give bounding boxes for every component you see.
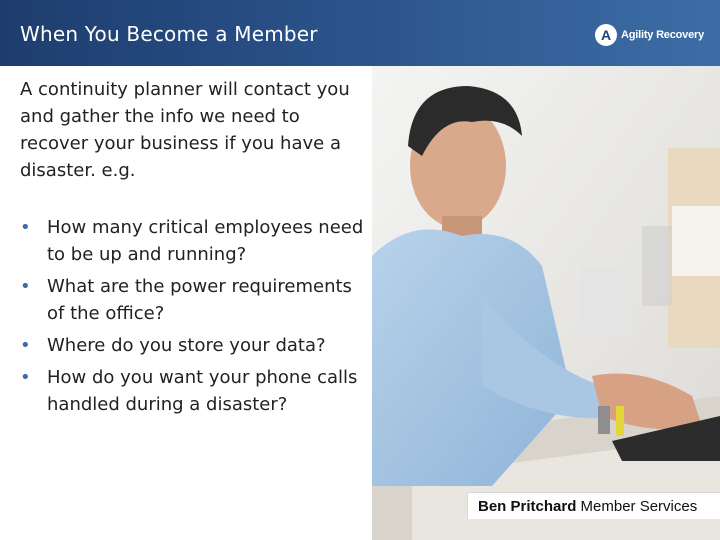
bullet-list	[20, 214, 370, 423]
bullet-text: Where do you store your data?	[47, 335, 326, 356]
slide-title: When You Become a Member	[20, 22, 318, 46]
bullet-icon: •	[20, 335, 31, 356]
logo-mark-icon: A	[595, 24, 617, 46]
bullet-item	[20, 364, 370, 418]
bullet-item	[20, 214, 370, 268]
bullet-item	[20, 332, 370, 359]
caption-name: Ben Pritchard	[478, 498, 577, 515]
bullet-item	[20, 273, 370, 327]
bullet-icon: •	[20, 276, 31, 297]
bullet-text: How many critical employees need to be up and running?	[47, 217, 364, 265]
logo-text: Agility Recovery	[621, 29, 705, 41]
intro-paragraph: A continuity planner will contact you and gather the info we need to recover your business if you have a disaster. e.g.	[20, 79, 350, 181]
bullet-icon: •	[20, 217, 31, 238]
photo-caption	[467, 492, 720, 519]
caption-role: Member Services	[580, 498, 698, 515]
agility-recovery-logo	[595, 23, 704, 47]
bullet-text: What are the power requirements of the office?	[47, 276, 352, 324]
slide-header	[0, 0, 720, 66]
member-services-photo	[372, 66, 720, 540]
bullet-icon: •	[20, 367, 31, 388]
bullet-text: How do you want your phone calls handled during a disaster?	[47, 367, 358, 415]
